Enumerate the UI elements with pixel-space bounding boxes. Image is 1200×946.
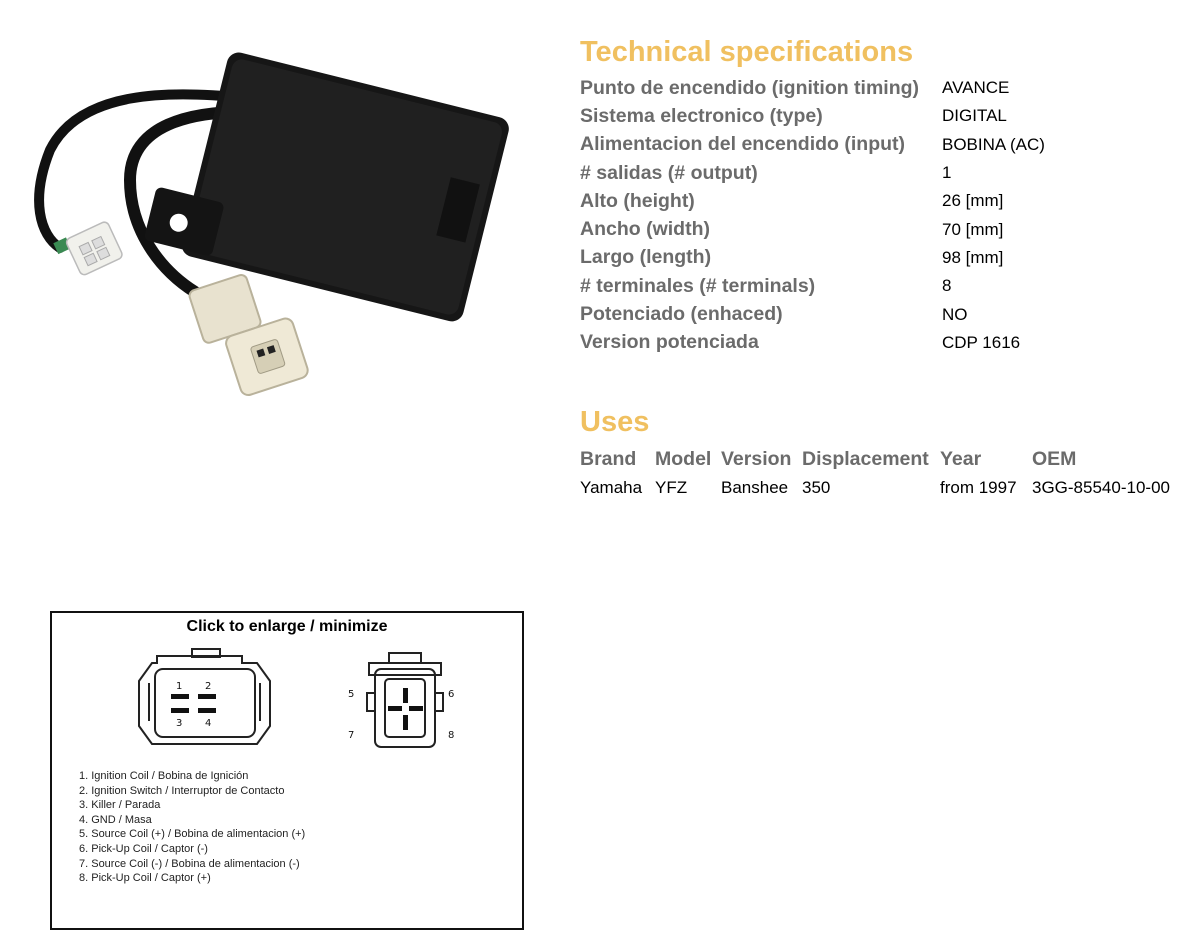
spec-label: Ancho (width): [580, 218, 710, 241]
spec-label: Alimentacion del encendido (input): [580, 133, 906, 156]
table-row: [580, 102, 1045, 130]
uses-header-brand: Brand: [580, 447, 637, 470]
pin-label: 1: [176, 681, 183, 692]
pin-label: 4: [205, 718, 212, 729]
spec-value: CDP 1616: [942, 332, 1021, 352]
uses-cell-brand: Yamaha: [580, 478, 643, 497]
list-item: 4. GND / Masa: [79, 813, 152, 826]
uses-cell-model: YFZ: [655, 478, 688, 497]
technical-specifications: [580, 34, 1190, 357]
uses-header-model: Model: [655, 447, 712, 470]
table-row: [580, 131, 1045, 159]
spec-label: Alto (height): [580, 189, 695, 212]
pin-label: 8: [448, 730, 455, 741]
uses-cell-year: from 1997: [940, 478, 1017, 497]
spec-value: 8: [942, 276, 952, 296]
list-item: 5. Source Coil (+) / Bobina de alimentacion (+): [79, 828, 306, 841]
table-row: [580, 215, 1045, 243]
pin-label: 7: [348, 730, 355, 741]
specs-title: Technical specifications: [580, 36, 914, 68]
spec-label: Sistema electronico (type): [580, 104, 823, 127]
wiring-diagram[interactable]: [50, 611, 524, 930]
spec-value: 70 [mm]: [942, 219, 1004, 239]
spec-value: 1: [942, 163, 952, 183]
list-item: 6. Pick-Up Coil / Captor (-): [79, 842, 208, 855]
cdi-unit-icon: [20, 30, 540, 410]
spec-label: Version potenciada: [580, 331, 759, 354]
pin-label: 2: [205, 681, 212, 692]
spec-table: [580, 74, 1045, 357]
list-item: 7. Source Coil (-) / Bobina de alimentacion (-): [79, 857, 300, 870]
uses-header-row: [580, 444, 1170, 474]
table-row: [580, 474, 1170, 502]
pin-label: 6: [448, 689, 455, 700]
spec-label: Potenciado (enhaced): [580, 303, 783, 326]
uses-title: Uses: [580, 406, 650, 438]
connector-pinout-icon: [52, 641, 522, 761]
spec-label: # salidas (# output): [580, 161, 758, 184]
uses-header-year: Year: [940, 447, 982, 470]
table-row: [580, 272, 1045, 300]
spec-value: 26 [mm]: [942, 191, 1004, 211]
product-photo: [20, 30, 540, 410]
spec-value: AVANCE: [942, 78, 1010, 98]
spec-value: DIGITAL: [942, 106, 1007, 126]
enlarge-toggle-link[interactable]: Click to enlarge / minimize: [186, 618, 388, 635]
table-row: [580, 300, 1045, 328]
pin-legend: [79, 769, 305, 886]
uses-cell-version: Banshee: [721, 478, 789, 497]
uses-header-oem: OEM: [1032, 447, 1077, 470]
table-row: [580, 244, 1045, 272]
list-item: 8. Pick-Up Coil / Captor (+): [79, 872, 211, 885]
uses-table: [580, 444, 1170, 502]
table-row: [580, 329, 1045, 357]
spec-label: # terminales (# terminals): [580, 274, 816, 297]
table-row: [580, 74, 1045, 102]
list-item: 2. Ignition Switch / Interruptor de Contacto: [79, 784, 285, 797]
spec-value: BOBINA (AC): [942, 134, 1045, 154]
pin-label: 5: [348, 689, 355, 700]
pin-label: 3: [176, 718, 183, 729]
list-item: 1. Ignition Coil / Bobina de Ignición: [79, 770, 249, 782]
table-row: [580, 187, 1045, 215]
spec-value: NO: [942, 304, 968, 324]
spec-label: Punto de encendido (ignition timing): [580, 76, 920, 99]
spec-label: Largo (length): [580, 246, 712, 269]
uses-section: [580, 404, 1195, 502]
list-item: 3. Killer / Parada: [79, 799, 161, 812]
table-row: [580, 159, 1045, 187]
uses-cell-displacement: 350: [802, 478, 831, 497]
uses-cell-oem: 3GG-85540-10-00: [1032, 478, 1170, 497]
uses-header-displacement: Displacement: [802, 447, 929, 470]
uses-header-version: Version: [721, 447, 792, 470]
spec-value: 98 [mm]: [942, 247, 1004, 267]
